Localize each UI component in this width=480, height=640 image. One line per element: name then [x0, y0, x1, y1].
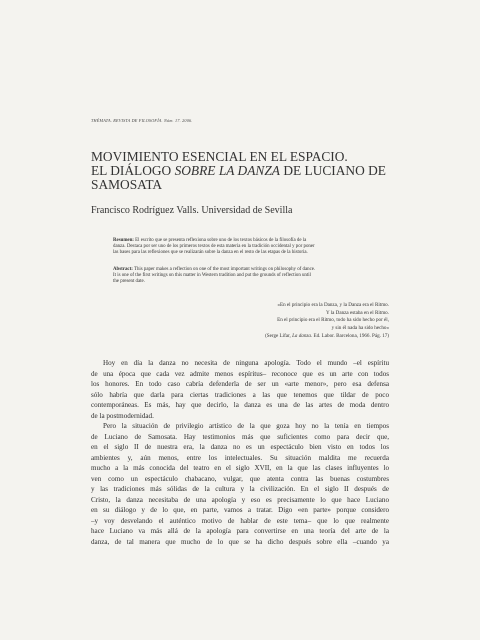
body-line: en su diálogo y de lo que, en parte, vamos a tratar. Digo «en parte» porque considero [91, 506, 389, 514]
body-line: hace Luciano va más allá de la apología para convertirse en una teoría del arte de la [91, 527, 389, 535]
body-line: Hoy en día la danza no necesita de ninguna apología. Todo el mundo –el espíritu [103, 359, 389, 367]
body-line: en el siglo II de nuestra era, la danza no es un espectáculo bien visto en todos los [91, 443, 389, 451]
epigraph-line: Y la Danza estaba en el Ritmo. [325, 309, 389, 316]
title-line-2-pre: EL DIÁLOGO [91, 163, 175, 178]
title-line-2 [91, 164, 391, 178]
resumen-label: Resumen: [113, 238, 134, 243]
body-line: de Luciano de Samosata. Hay testimonios más que suficientes como para decir que, [91, 432, 389, 441]
body-line: ven como un espectáculo chabacano, vulgar, que atenta contra las buenas costumbres [91, 474, 389, 483]
body-line: Pero la situación de privilegio artístico de la que goza hoy no la tenía en tiempos [103, 422, 389, 430]
epigraph-line: En el principio era el Ritmo, todo ha sido hecho por él, [277, 317, 389, 324]
title-line-2-post: DE LUCIANO DE [279, 163, 386, 178]
epigraph-source-post: . Ed. Labor. Barcelona, 1966. Pág. 17) [310, 332, 389, 339]
resumen-line: danza. Destaca por ser uno de los primeros textos de esta materia en la tradición occidental y por poner [113, 244, 315, 250]
body-line: de la postmodernidad. [91, 411, 154, 420]
body-line: –y voy desvelando el auténtico motivo de hablar de este tema– que lo que realmente [91, 516, 389, 525]
body-line: ambientes y, aún menos, entre los intelectuales. Su situación maldita me recuerda [91, 453, 389, 462]
journal-header: THÉMATA. REVISTA DE FILOSOFÍA. Núm. 17. 2006. [91, 118, 193, 123]
title-line-2-italic: SOBRE LA DANZA [174, 163, 280, 178]
resumen-line: El escrito que se presenta reflexiona sobre uno de los textos básicos de la filosofía de la [133, 238, 307, 243]
body-text [91, 358, 389, 547]
abstract-label: Abstract: [113, 267, 133, 272]
resumen-block [113, 238, 389, 257]
epigraph [180, 302, 389, 341]
epigraph-source-italic: La danza [292, 332, 311, 339]
body-line: de una época que cada vez admite menos espíritus– reconoce que es un arte con todos [91, 369, 389, 378]
epigraph-line: «En el principio era la Danza, y la Danza era el Ritmo. [277, 302, 389, 308]
abstract-block [113, 267, 389, 286]
author-affiliation: Francisco Rodríguez Valls. Universidad de Sevilla [91, 205, 293, 216]
body-line: los honores. En todo caso cabría defenderla de ser un «arte menor», pero esa defensa [91, 380, 389, 388]
title-line-1: MOVIMIENTO ESENCIAL EN EL ESPACIO. [91, 149, 348, 164]
abstract-line: the present date. [113, 279, 145, 285]
epigraph-line: y sin él nada ha sido hecho» [331, 325, 389, 332]
epigraph-source-pre: (Serge Lifar, [265, 332, 293, 339]
abstract-line: It is one of the first writings on this matter in Western tradition and put the grounds of reflection until [113, 273, 311, 279]
body-line: contemporáneas. Es más, hay que decirlo, la danza es una de las artes de moda dentro [91, 401, 389, 409]
resumen-line: las bases para las reflexiones que se realizarán sobre la danza en el resto de las etapas de la historia. [113, 250, 308, 256]
body-line: Cristo, la danza necesitaba de una apología y eso es precisamente lo que hace Luciano [91, 495, 389, 504]
body-line: danza, de tal manera que mucho de lo que se ha dicho después sobre ella –cuando ya [91, 537, 389, 546]
abstract-line: This paper makes a reflection on one of the most important writings on philosophy of dance. [132, 267, 316, 272]
body-line: sólo habría que darla para ciertas tradiciones a las que tenemos que tildar de poco [91, 390, 389, 399]
epigraph-source [180, 333, 389, 341]
article-title [91, 150, 391, 192]
title-line-3: SAMOSATA [91, 177, 163, 192]
body-line: mucho a la más conocida del teatro en el siglo XVII, en la que las clases influyentes lo [91, 464, 389, 472]
body-line: y las tradiciones más sólidas de la cultura y la civilización. En el siglo II después de [91, 485, 389, 493]
